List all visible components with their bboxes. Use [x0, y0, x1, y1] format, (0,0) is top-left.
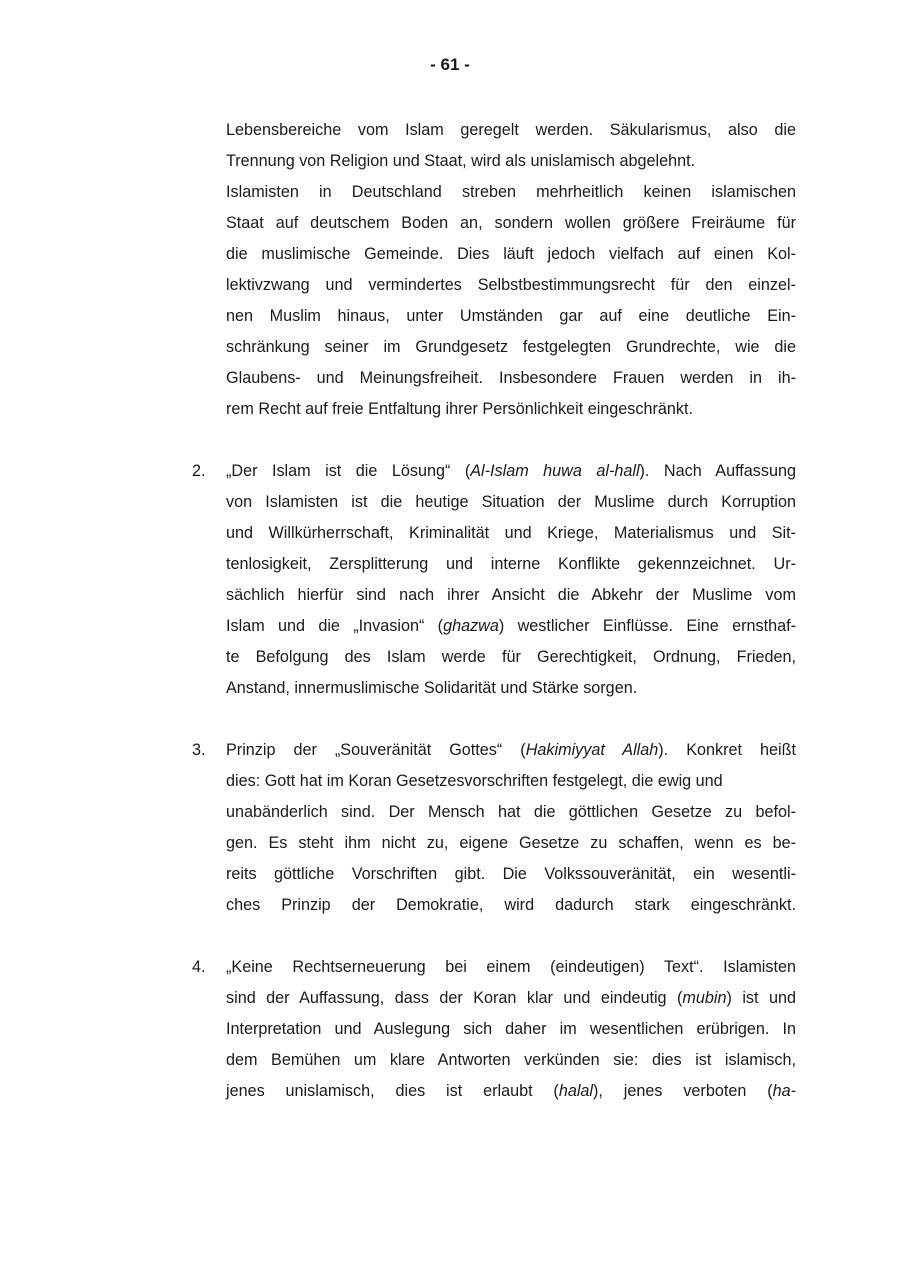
list-item-number: 2.: [192, 462, 206, 480]
page-number: - 61 -: [430, 55, 470, 74]
text-line: lektivzwang und vermindertes Selbstbestimmungsrecht für den einzel-: [226, 276, 796, 294]
italic-term: Al-Islam huwa al-hall: [470, 462, 640, 480]
list-item-number: 3.: [192, 741, 206, 759]
text-line: Interpretation und Auslegung sich daher im wesentlichen erübrigen. In: [226, 1020, 796, 1038]
text-line: tenlosigkeit, Zersplitterung und interne Konflikte gekennzeichnet. Ur-: [226, 555, 796, 573]
document-body: [192, 115, 796, 1107]
list-item-3: [192, 735, 796, 921]
text-line: [226, 735, 796, 766]
text-run: sind der Auffassung, dass der Koran klar und eindeutig (: [226, 989, 683, 1007]
text-line: von Islamisten ist die heutige Situation der Muslime durch Korruption: [226, 493, 796, 511]
text-line: reits göttliche Vorschriften gibt. Die Volkssouveränität, ein wesentli-: [226, 865, 796, 883]
text-line: sächlich hierfür sind nach ihrer Ansicht die Abkehr der Muslime vom: [226, 586, 796, 604]
text-line: Lebensbereiche vom Islam geregelt werden. Säkularismus, also die: [226, 121, 796, 139]
text-line: dies: Gott hat im Koran Gesetzesvorschriften festgelegt, die ewig und: [226, 772, 723, 790]
text-run: ). Konkret heißt: [658, 741, 796, 759]
text-line: [226, 1076, 796, 1107]
list-item-2: [192, 456, 796, 704]
text-run: ). Nach Auffassung: [639, 462, 796, 480]
text-line: dem Bemühen um klare Antworten verkünden sie: dies ist islamisch,: [226, 1051, 796, 1069]
list-item-4: [192, 952, 796, 1107]
text-run: ) westlicher Einflüsse. Eine ernsthaf-: [498, 617, 796, 635]
text-run: Prinzip der „Souveränität Gottes“ (: [226, 741, 526, 759]
text-line: Islamisten in Deutschland streben mehrheitlich keinen islamischen: [226, 183, 796, 201]
text-run: ), jenes verboten (: [593, 1082, 773, 1100]
italic-term: Hakimiyyat Allah: [525, 741, 659, 759]
italic-term: halal: [558, 1082, 594, 1100]
text-line: gen. Es steht ihm nicht zu, eigene Gesetze zu schaffen, wenn es be-: [226, 834, 796, 852]
list-item-text: [226, 952, 796, 1107]
intro-paragraph: [192, 115, 796, 425]
text-line: ches Prinzip der Demokratie, wird dadurch stark eingeschränkt.: [226, 896, 796, 914]
text-line: [226, 456, 796, 487]
list-item-text: [226, 735, 796, 921]
text-line: die muslimische Gemeinde. Dies läuft jedoch vielfach auf einen Kol-: [226, 245, 796, 263]
text-line: nen Muslim hinaus, unter Umständen gar auf eine deutliche Ein-: [226, 307, 796, 325]
text-line: [226, 611, 796, 642]
text-line: „Keine Rechtserneuerung bei einem (eindeutigen) Text“. Islamisten: [226, 958, 796, 976]
text-line: unabänderlich sind. Der Mensch hat die göttlichen Gesetze zu befol-: [226, 803, 796, 821]
text-run: jenes unislamisch, dies ist erlaubt (: [226, 1082, 559, 1100]
text-line: rem Recht auf freie Entfaltung ihrer Persönlichkeit eingeschränkt.: [226, 400, 693, 418]
text-line: und Willkürherrschaft, Kriminalität und Kriege, Materialismus und Sit-: [226, 524, 796, 542]
text-line: te Befolgung des Islam werde für Gerechtigkeit, Ordnung, Frieden,: [226, 648, 796, 666]
text-run: Islam und die „Invasion“ (: [226, 617, 444, 635]
text-line: Staat auf deutschem Boden an, sondern wollen größere Freiräume für: [226, 214, 796, 232]
italic-term: mubin: [682, 989, 727, 1007]
text-line: schränkung seiner im Grundgesetz festgelegten Grundrechte, wie die: [226, 338, 796, 356]
text-line: [226, 983, 796, 1014]
italic-term: ghazwa: [443, 617, 499, 635]
text-line: Glaubens- und Meinungsfreiheit. Insbesondere Frauen werden in ih-: [226, 369, 796, 387]
italic-term: ha-: [772, 1082, 796, 1100]
text-line: Trennung von Religion und Staat, wird als unislamisch abgelehnt.: [226, 152, 696, 170]
text-run: ) ist und: [726, 989, 796, 1007]
list-item-text: [226, 456, 796, 704]
text-run: „Der Islam ist die Lösung“ (: [226, 462, 471, 480]
list-item-number: 4.: [192, 958, 206, 976]
text-line: Anstand, innermuslimische Solidarität und Stärke sorgen.: [226, 679, 638, 697]
